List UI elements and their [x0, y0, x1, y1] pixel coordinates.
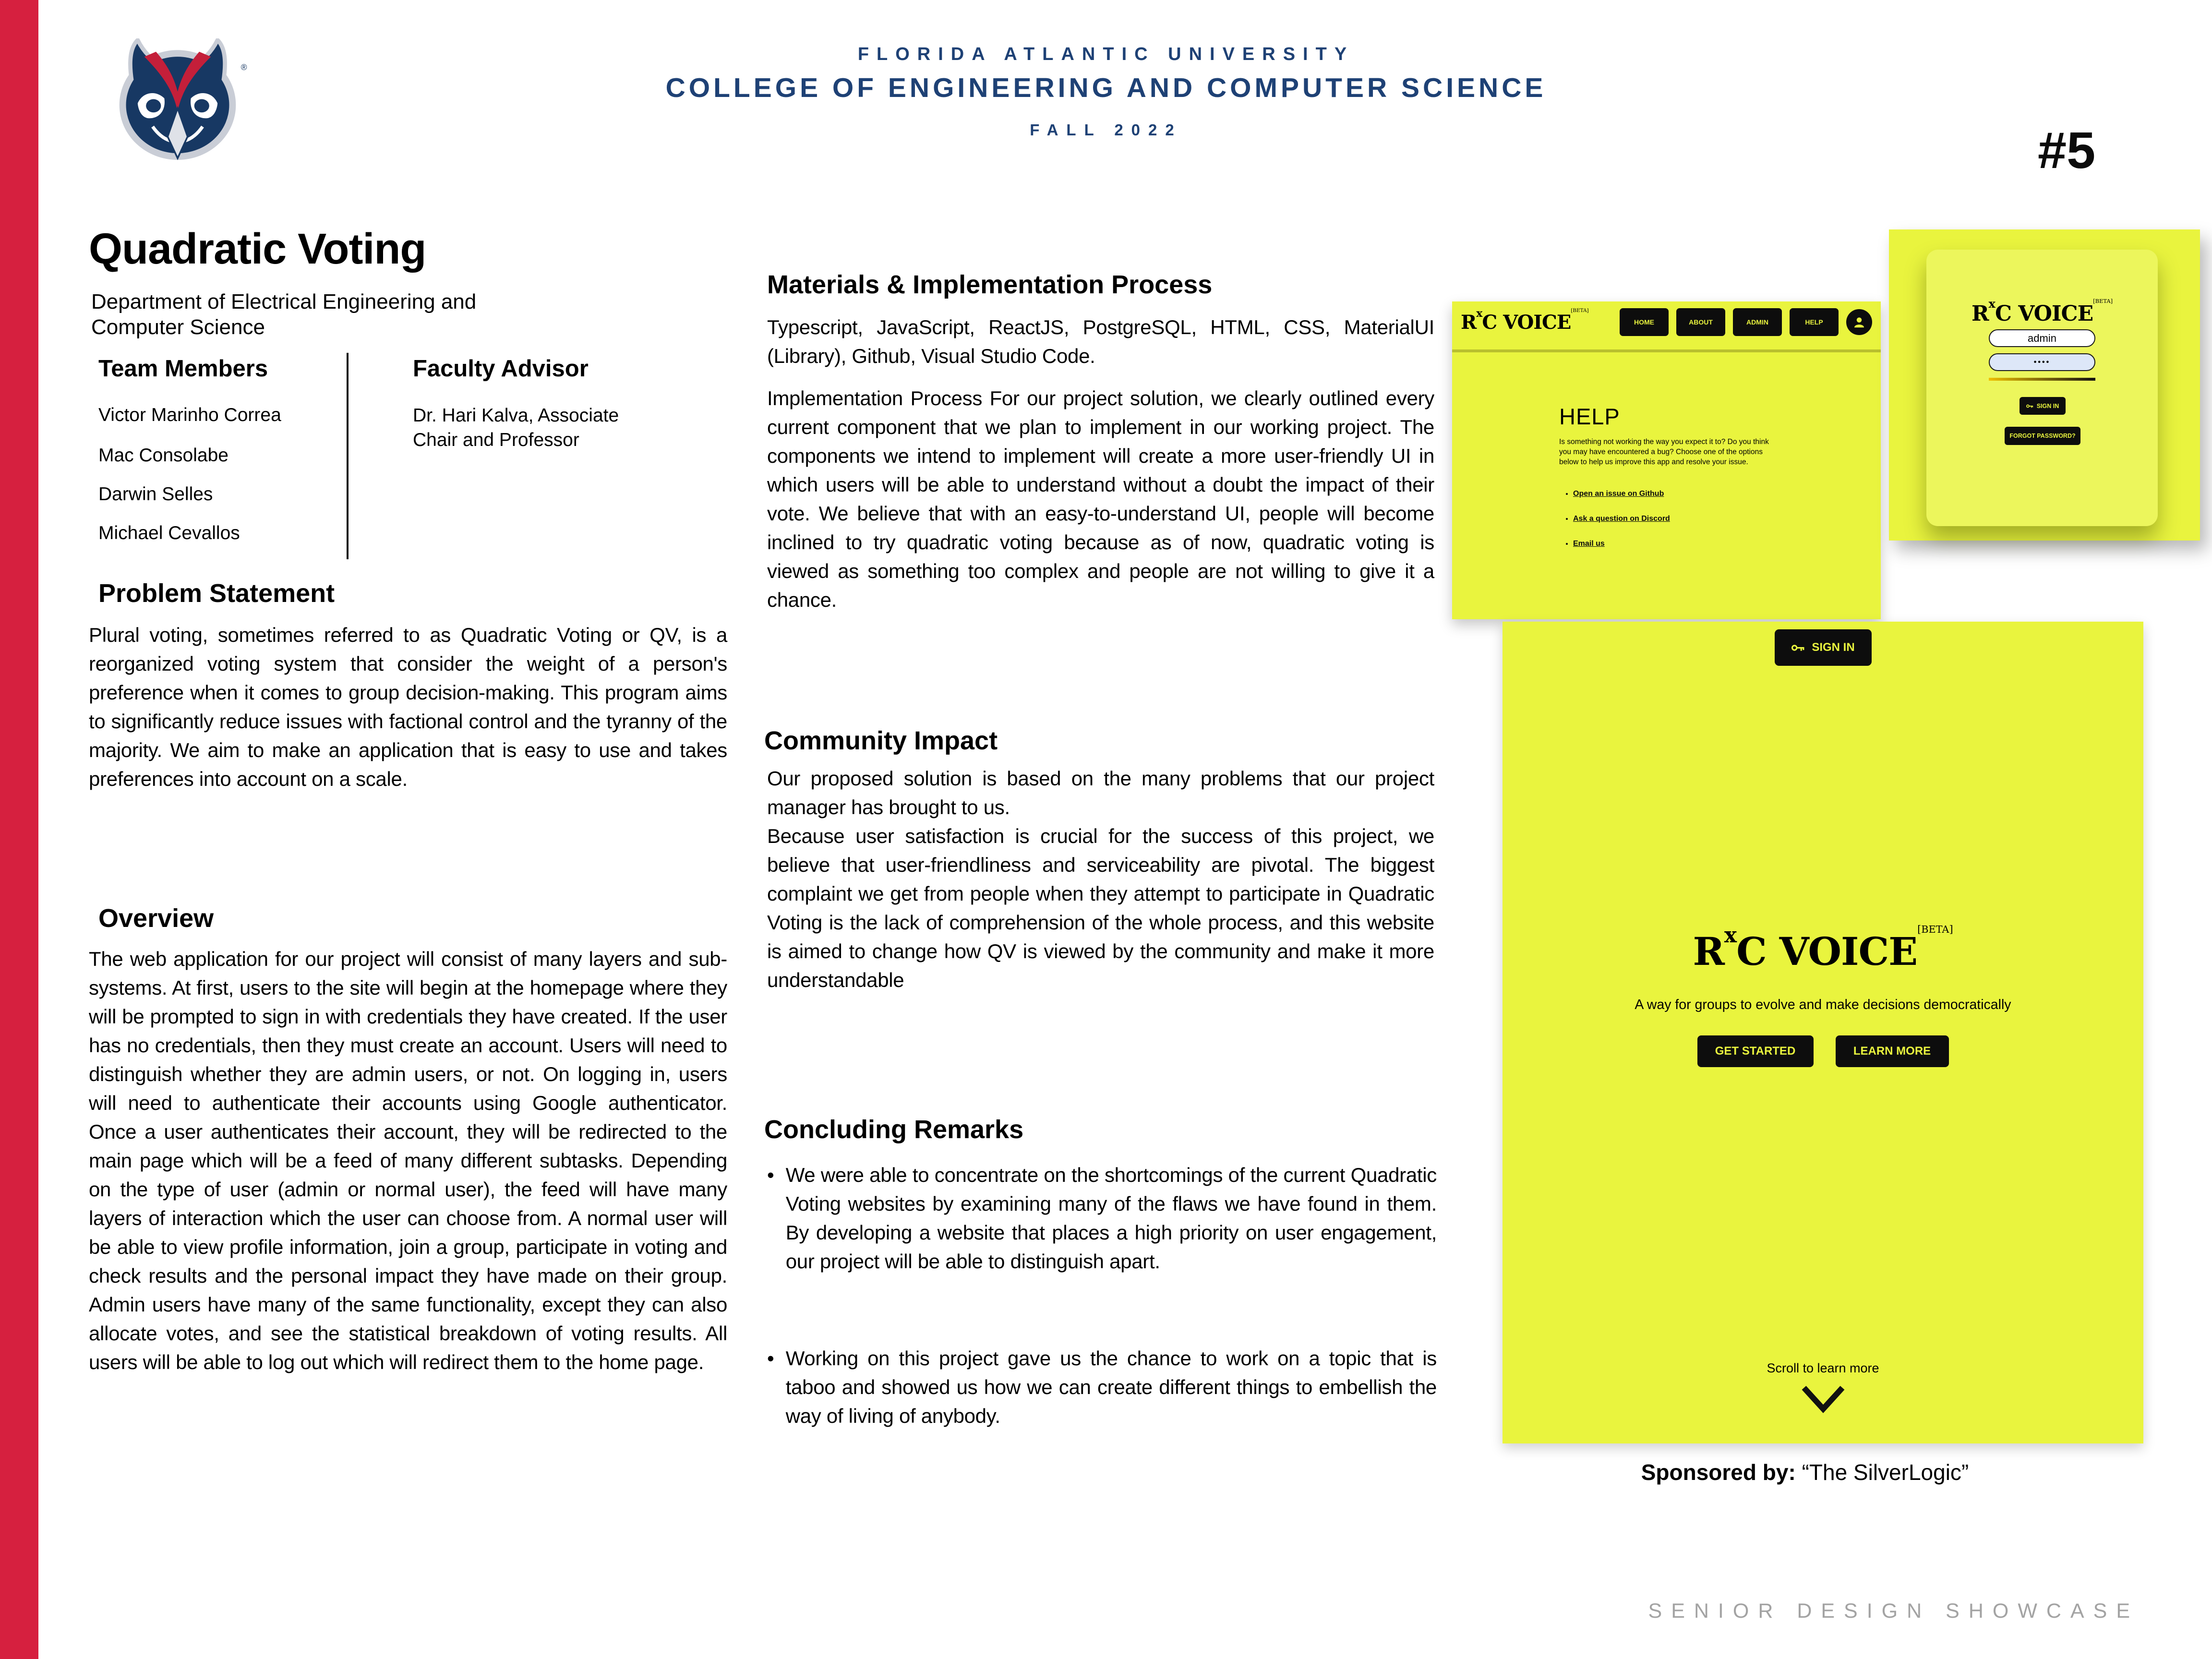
rxc-voice-logo: $R^xC$ VOICE[BETA] [1693, 923, 1953, 974]
email-us-link[interactable]: • Email us [1573, 540, 1670, 548]
team-member: Victor Marinho Correa [98, 405, 281, 425]
nav-admin-button[interactable]: ADMIN [1733, 308, 1782, 336]
sign-in-label: SIGN IN [1812, 641, 1855, 654]
bullet-icon: • [767, 1164, 774, 1186]
nav-about-button[interactable]: ABOUT [1676, 308, 1725, 336]
svg-text:®: ® [240, 62, 247, 72]
concluding-remarks-heading: Concluding Remarks [764, 1115, 1024, 1144]
left-accent-stripe [0, 0, 38, 1659]
password-field[interactable]: •••• [1989, 353, 2095, 371]
overview-text: The web application for our project will consist of many layers and sub-systems. At first, users to the site will begin at the homepage where they will be prompted to sign in with credentials they have created. If the user has no credentials, then they must create an account. Users will need to distinguish whether they are admin users, or not. On logging in, users will need to authenticate their accounts using Google authenticator. Once a user authenticates their account, they will be redirected to the main page which will be a feed of many different subtasks. Depending on the type of user (admin or normal user), the feed will have many layers of interaction which the user can choose from. A normal user will be able to view profile information, join a group, participate in voting and check results and the personal impact they have made on their group. Admin users have many of the same functionality, except they can also allocate votes, and see the statistical breakdown of voting results. All users will be able to log out which will redirect them to the home page. [89, 948, 727, 1373]
gradient-divider [1989, 378, 2095, 381]
discord-question-link[interactable]: • Ask a question on Discord [1573, 515, 1670, 523]
term-label: FALL 2022 [1030, 121, 1182, 139]
page-title: Quadratic Voting [89, 225, 426, 273]
college-name: COLLEGE OF ENGINEERING AND COMPUTER SCIENCE [665, 72, 1547, 103]
concluding-bullet [767, 1161, 1437, 1276]
sponsor-label: Sponsored by: [1641, 1460, 1796, 1485]
team-advisor-divider [347, 353, 349, 559]
help-intro-text: Is something not working the way you expect it to? Do you think you may have encountered a bug? Choose one of the options below to help us improve this app and resolve your issue. [1559, 438, 1769, 466]
project-number: #5 [2038, 121, 2096, 179]
bullet-icon: • [767, 1347, 774, 1370]
rxc-voice-logo: $R^xC$ VOICE[BETA] [1461, 307, 1589, 334]
help-navbar [1452, 301, 1881, 343]
community-impact-paragraph-1: Our proposed solution is based on the many problems that our project manager has brought to us. [767, 767, 1434, 818]
faculty-advisor-heading: Faculty Advisor [413, 356, 589, 382]
problem-statement-text: Plural voting, sometimes referred to as Quadratic Voting or QV, is a reorganized voting system that consider the weight of a person's preference when it comes to group decision-making. This program aims to significantly reduce issues with factional control and the tyranny of the majority. We aim to make an application that is easy to use and takes preferences into account on a scale. [89, 624, 727, 790]
materials-tools-text: Typescript, JavaScript, ReactJS, PostgreSQL, HTML, CSS, MaterialUI (Library), Github, Visual Studio Code. [767, 316, 1434, 367]
screenshot-landing-page [1503, 622, 2143, 1443]
sponsor-name: “The SilverLogic” [1802, 1460, 1969, 1485]
chevron-down-icon[interactable] [1800, 1384, 1846, 1414]
screenshot-help-page [1452, 301, 1881, 619]
scroll-hint-text: Scroll to learn more [1767, 1361, 1879, 1375]
overview-heading: Overview [98, 904, 214, 933]
community-impact-heading: Community Impact [764, 726, 998, 755]
team-member: Michael Cevallos [98, 523, 240, 543]
forgot-password-button[interactable]: FORGOT PASSWORD? [2005, 427, 2080, 445]
university-name: FLORIDA ATLANTIC UNIVERSITY [857, 44, 1355, 64]
team-member: Darwin Selles [98, 484, 213, 505]
nav-home-button[interactable]: HOME [1620, 308, 1669, 336]
key-icon [1791, 643, 1805, 652]
help-heading: HELP [1559, 404, 1620, 429]
department-subtitle: Department of Electrical Engineering and Computer Science [91, 290, 477, 339]
team-member: Mac Consolabe [98, 445, 228, 466]
learn-more-button[interactable]: LEARN MORE [1836, 1035, 1949, 1067]
showcase-footer: SENIOR DESIGN SHOWCASE [1648, 1599, 2139, 1623]
materials-heading: Materials & Implementation Process [767, 270, 1213, 299]
login-card [1926, 250, 2158, 526]
screenshot-login-page [1889, 229, 2200, 541]
rxc-voice-logo: $R^xC$ VOICE[BETA] [1971, 297, 2113, 326]
sign-in-label: SIGN IN [2036, 402, 2059, 409]
concluding-bullet-text: Working on this project gave us the chance to work on a topic that is taboo and showed us how we can create different things to embellish the way of living of anybody. [785, 1347, 1437, 1427]
github-issue-link[interactable]: • Open an issue on Github [1573, 490, 1670, 498]
sponsor-line [1464, 1459, 2146, 1485]
help-links [1573, 490, 1670, 565]
concluding-bullet [767, 1344, 1437, 1431]
key-icon [2026, 404, 2033, 409]
tagline: A way for groups to evolve and make decisions democratically [1635, 997, 2011, 1012]
faculty-advisor-name: Dr. Hari Kalva, Associate Chair and Professor [413, 405, 619, 450]
nav-help-button[interactable]: HELP [1790, 308, 1839, 336]
problem-statement-heading: Problem Statement [98, 579, 335, 608]
materials-process-text: Implementation Process For our project solution, we clearly outlined every current component that we plan to implement in our working project. The components we intend to implement will create a more user-friendly UI in which users will be able to understand without a doubt the impact of their vote. We believe that with an easy-to-understand UI, people will become inclined to try quadratic voting because as of now, quadratic voting is viewed as something too complex and people are not willing to give it a chance. [767, 387, 1434, 611]
concluding-bullet-text: We were able to concentrate on the shortcomings of the current Quadratic Voting websites by examining many of the flaws we have found in them. By developing a website that places a high priority on user engagement, our project will be able to distinguish apart. [785, 1164, 1437, 1273]
nav-divider [1452, 349, 1881, 352]
account-icon[interactable] [1846, 309, 1872, 335]
get-started-button[interactable]: GET STARTED [1697, 1035, 1814, 1067]
community-impact-paragraph-2: Because user satisfaction is crucial for the success of this project, we believe that user-friendliness and serviceability are pivotal. The biggest complaint we get from people when they attempt to participate in Quadratic Voting is the lack of comprehension of the whole process, and this website is aimed to change how QV is viewed by the community and make it more understandable [767, 825, 1434, 991]
sign-in-button[interactable] [2020, 397, 2066, 415]
sign-in-button[interactable] [1775, 629, 1872, 666]
team-members-heading: Team Members [98, 356, 268, 382]
username-field[interactable]: admin [1989, 329, 2095, 347]
